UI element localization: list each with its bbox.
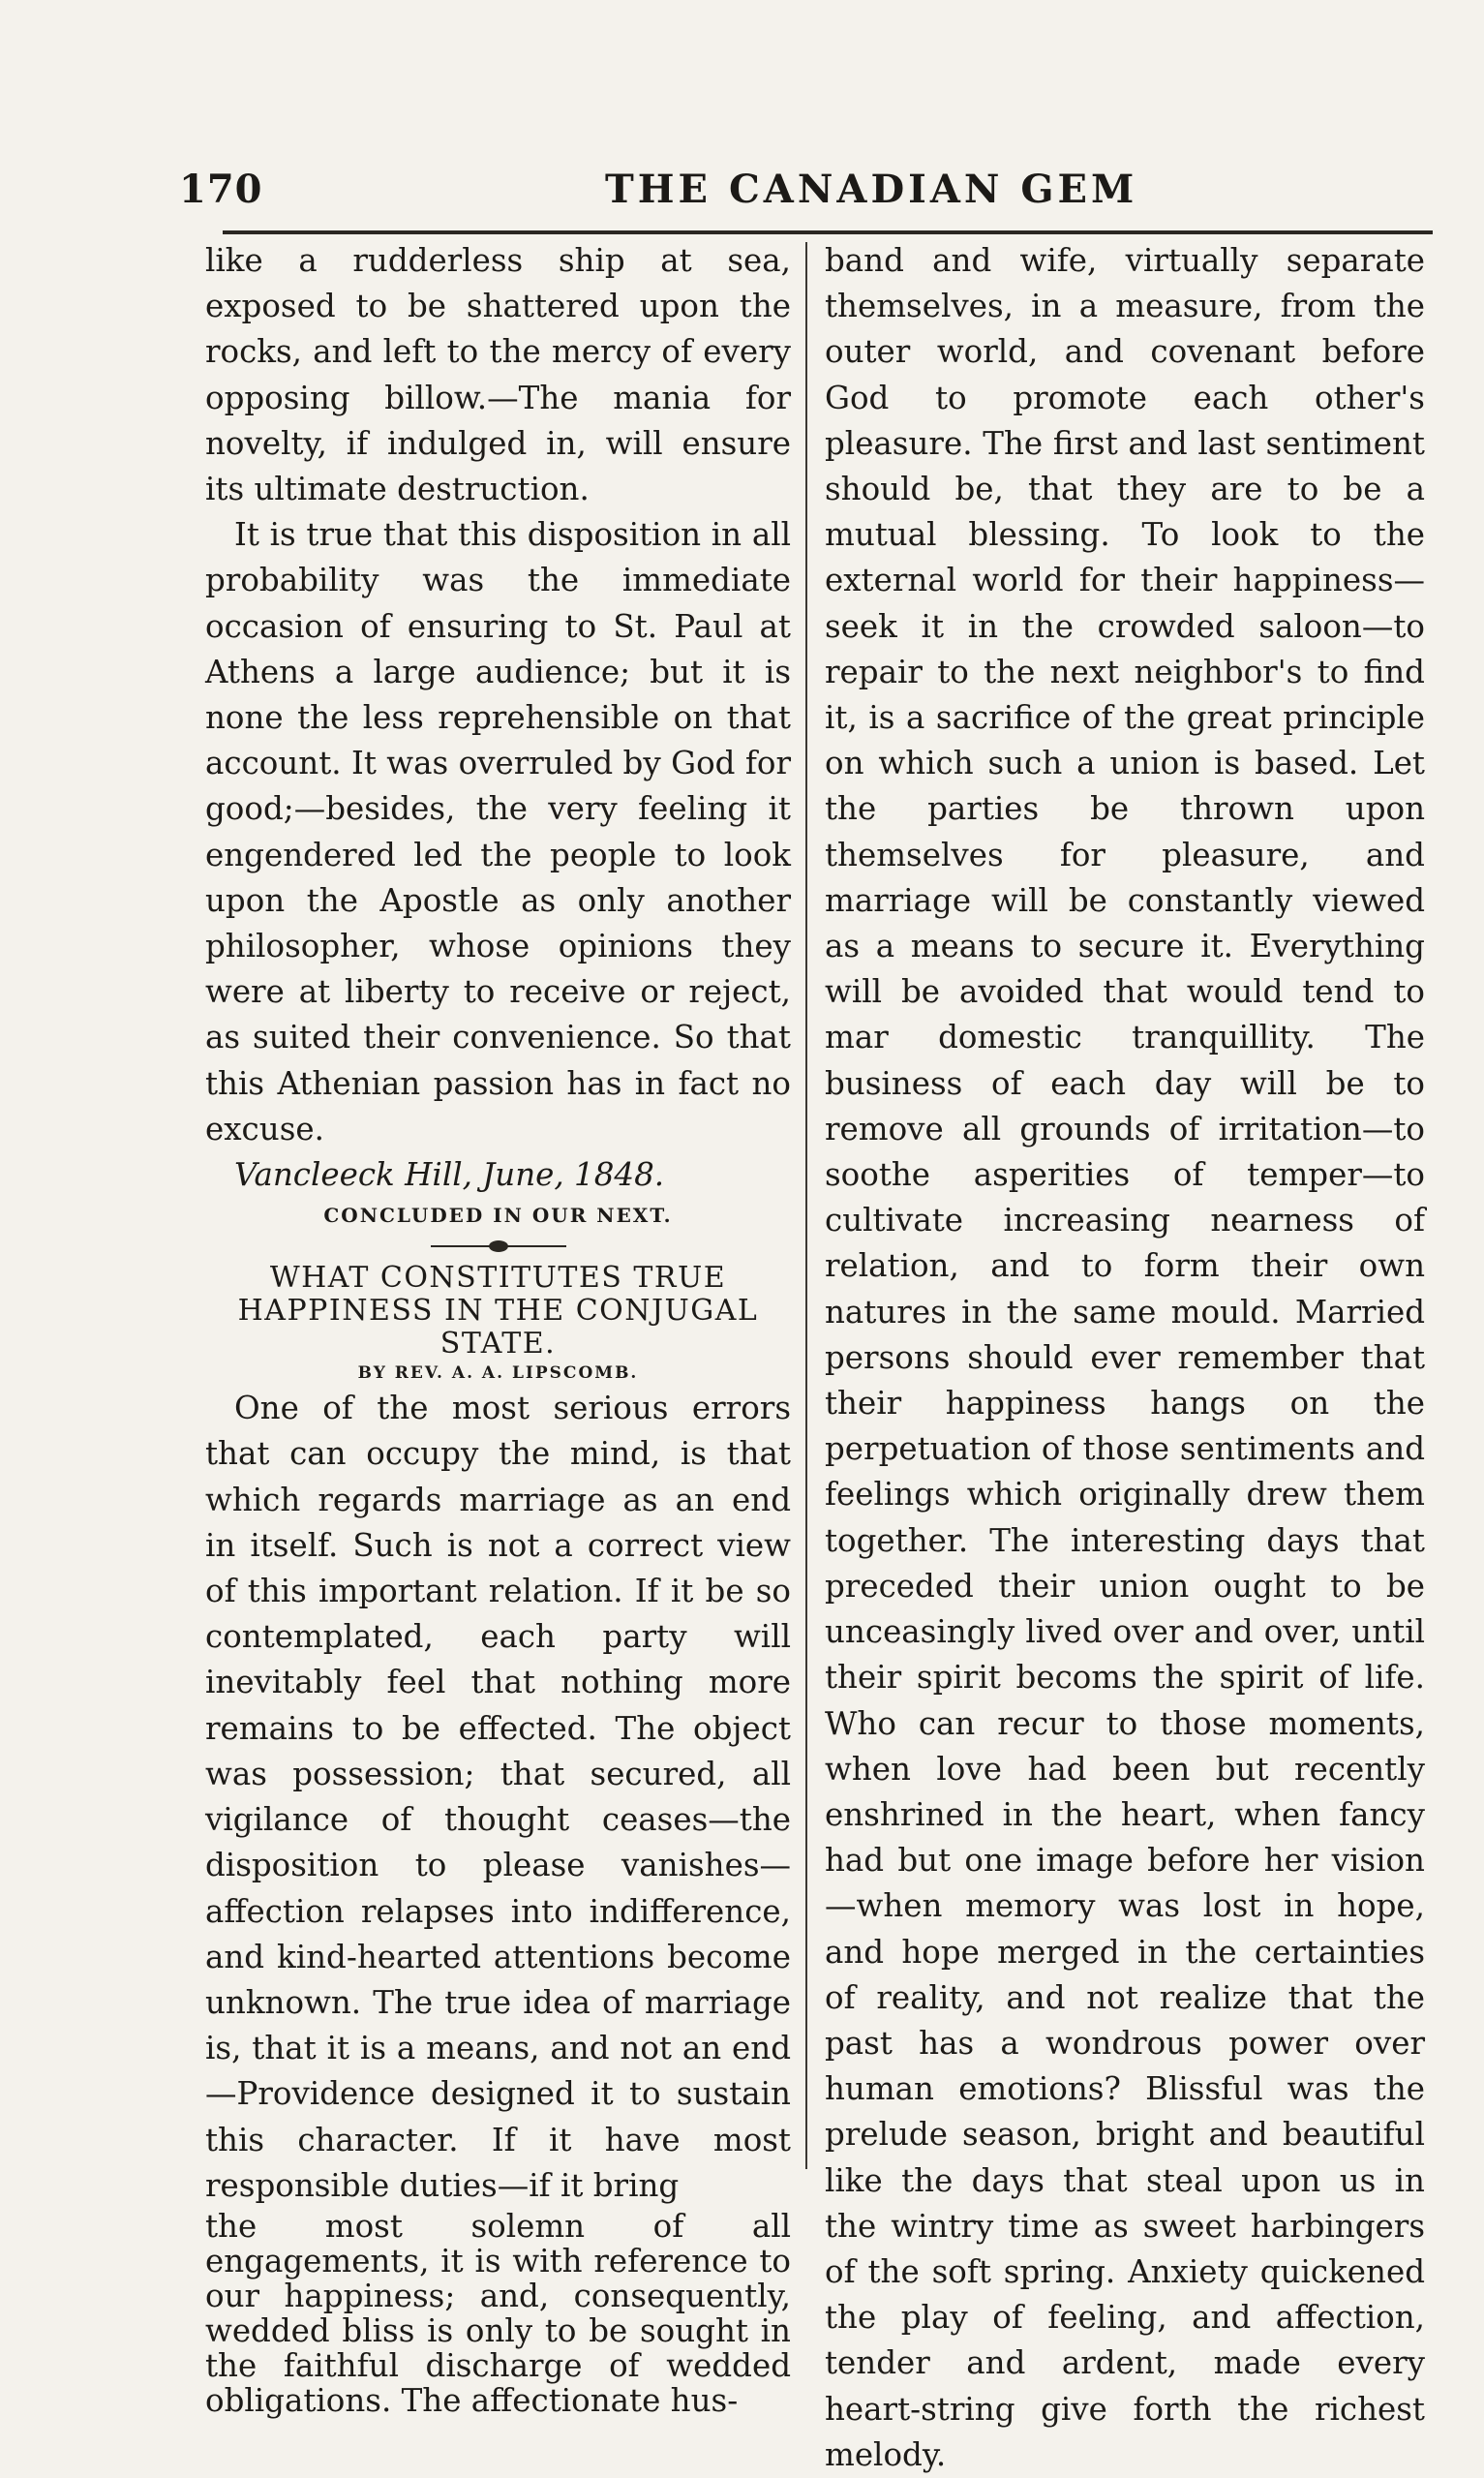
concluded-notice: CONCLUDED IN OUR NEXT. — [323, 1204, 673, 1228]
page-number: 170 — [179, 167, 263, 212]
article-title: WHAT CONSTITUTES TRUE HAPPINESS IN THE CONJUGAL STATE. — [237, 1261, 759, 1361]
dateline: Vancleeck Hill, June, 1848. — [234, 1156, 665, 1194]
running-title: THE CANADIAN GEM — [605, 167, 1138, 212]
article-paragraph: band and wife, virtually separate themselves, in a measure, from the outer world, and covenant before God to promote each other's pleasure. The first and last sentiment should be, that they are to be a mutual blessing. To look to the external world for their happiness—seek it in the crowded saloon—to repair to the next neighbor's to find it, is a sacrifice of the great principle on which such a union is based. Let the parties be thrown upon themselves for pleasure, and marriage will be constantly viewed as a means to secure it. Everything will be avoided that would tend to mar domestic tranquillity. The business of each day will be to remove all grounds of irritation—to soothe asperities of temper—to cultivate increasing nearness of relation, and to form their own natures in the same mould. Married persons should ever remember that their happiness hangs on the perpetuation of those sentiments and feelings which originally drew them together. The interesting days that preceded their union ought to be unceasingly lived over and over, until their spirit becoms the spirit of life. Who can recur to those moments, when love had been but recently enshrined in the heart, when fancy had but one image before her vision—when memory was lost in hope, and hope merged in the certainties of reality, and not realize that the past has a wondrous power over human emotions? Blissful was the prelude season, bright and beautiful like the days that steal upon us in the wintry time as sweet harbingers of the soft spring. Anxiety quickened the play of feeling, and affection, tender and ardent, made every heart-string give forth the richest melody. — [825, 242, 1425, 2473]
header-rule — [223, 230, 1433, 234]
column-rule — [805, 242, 807, 2169]
left-column — [205, 238, 791, 2418]
article-paragraph: One of the most serious errors that can occupy the mind, is that which regards marriage as an end in itself. Such is not a correct view of this important relation. If it be so contemplated, each party will inevitably feel that nothing more remains to be effected. The object was possession; that secured, all vigilance of thought ceases—the disposition to please vanishes—affection relapses into indifference, and kind-hearted attentions become unknown. The true idea of marriage is, that it is a means, and not an end—Providence designed it to sustain this character. If it have most responsible duties—if it bring — [205, 1390, 791, 2204]
continued-paragraph: like a rudderless ship at sea, exposed to be shattered upon the rocks, and left to the mercy of every opposing billow.—The mania for novelty, if indulged in, will ensure its ultimate destruction. — [205, 242, 791, 508]
article-paragraph-continued: the most solemn of all engagements, it is with reference to our happiness; and, consequently, wedded bliss is only to be sought in the faithful discharge of wedded obligations. The affectionate hus- — [205, 2207, 791, 2419]
paragraph: It is true that this disposition in all probability was the immediate occasion of ensuring to St. Paul at Athens a large audience; but it is none the less reprehensible on that account. It was overruled by God for good;—besides, the very feeling it engendered led the people to look upon the Apostle as only another philosopher, whose opinions they were at liberty to receive or reject, as suited their convenience. So that this Athenian passion has in fact no excuse. — [205, 516, 791, 1147]
page-header — [179, 157, 1433, 225]
ornamental-divider — [431, 1239, 566, 1254]
right-column — [825, 238, 1425, 2478]
byline: BY REV. A. A. LIPSCOMB. — [357, 1363, 639, 1384]
